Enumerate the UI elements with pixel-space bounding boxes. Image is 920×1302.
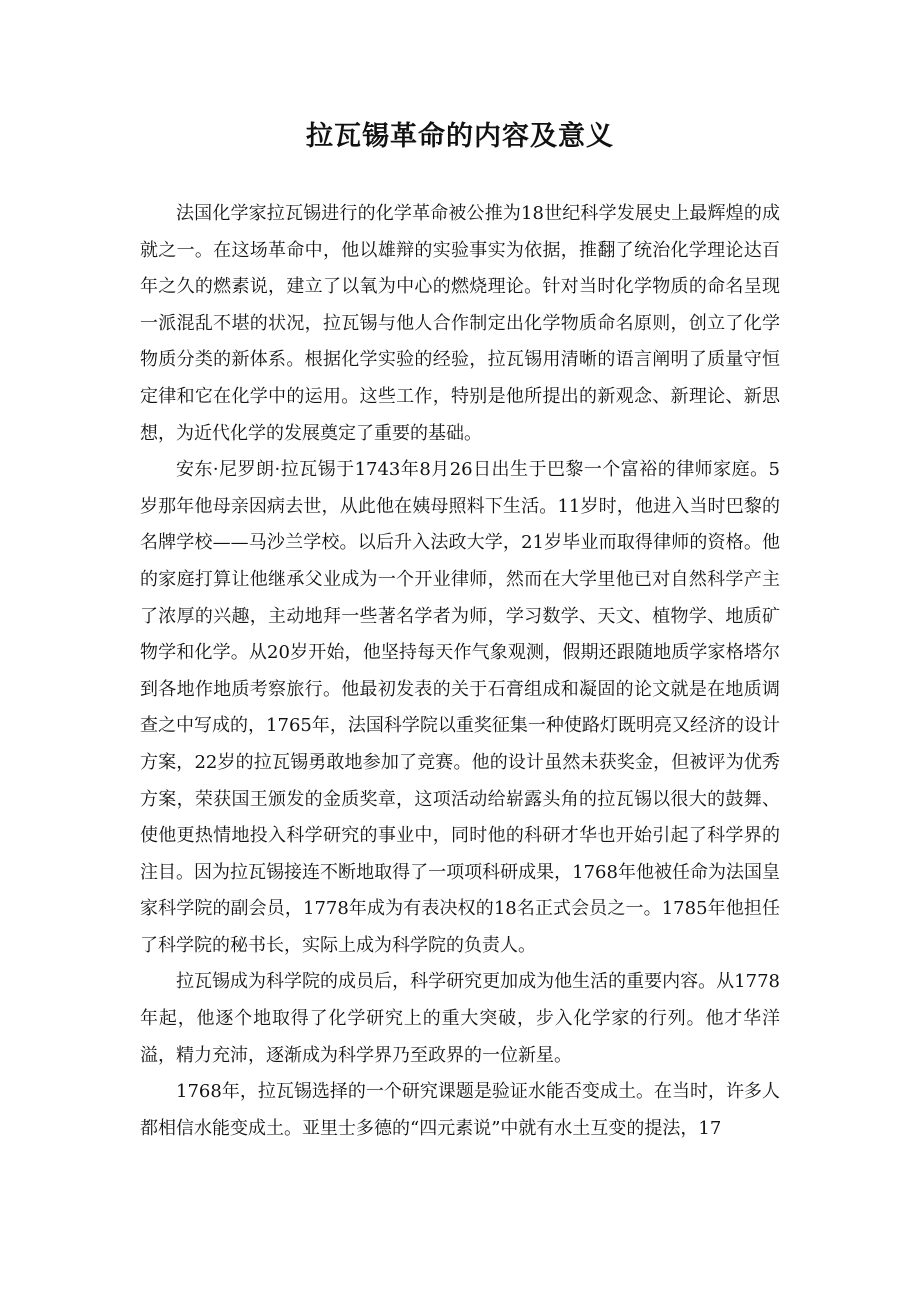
paragraph-1: 法国化学家拉瓦锡进行的化学革命被公推为18世纪科学发展史上最辉煌的成就之一。在这场革命中，他以雄辩的实验事实为依据，推翻了统治化学理论达百年之久的燃素说，建立了以氧为中心的燃烧理论。针对当时化学物质的命名呈现一派混乱不堪的状况，拉瓦锡与他人合作制定出化学物质命名原则，创立了化学物质分类的新体系。根据化学实验的经验，拉瓦锡用清晰的语言阐明了质量守恒定律和它在化学中的运用。这些工作，特别是他所提出的新观念、新理论、新思想，为近代化学的发展奠定了重要的基础。 <box>140 203 780 444</box>
paragraph-2: 安东·尼罗朗·拉瓦锡于1743年8月26日出生于巴黎一个富裕的律师家庭。5岁那年他母亲因病去世，从此他在姨母照料下生活。11岁时，他进入当时巴黎的名牌学校——马沙兰学校。以后升入法政大学，21岁毕业而取得律师的资格。他的家庭打算让他继承父业成为一个开业律师，然而在大学里他已对自然科学产主了浓厚的兴趣，主动地拜一些著名学者为师，学习数学、天文、植物学、地质矿物学和化学。从20岁开始，他坚持每天作气象观测，假期还跟随地质学家格塔尔到各地作地质考察旅行。他最初发表的关于石膏组成和凝固的论文就是在地质调查之中写成的，1765年，法国科学院以重奖征集一种使路灯既明亮又经济的设计方案，22岁的拉瓦锡勇敢地参加了竞赛。他的设计虽然未获奖金，但被评为优秀方案，荣获国王颁发的金质奖章，这项活动给崭露头角的拉瓦锡以很大的鼓舞、使他更热情地投入科学研究的事业中，同时他的科研才华也开始引起了科学界的注目。因为拉瓦锡接连不断地取得了一项项科研成果，1768年他被任命为法国皇家科学院的副会员，1778年成为有表决权的18名正式会员之一。1785年他担任了科学院的秘书长，实际上成为科学院的负责人。 <box>140 459 780 956</box>
document-body <box>140 196 780 1147</box>
paragraph-4: 1768年，拉瓦锡选择的一个研究课题是验证水能否变成土。在当时，许多人都相信水能变成土。亚里士多德的“四元素说”中就有水土互变的提法，17 <box>140 1081 780 1139</box>
paragraph-3: 拉瓦锡成为科学院的成员后，科学研究更加成为他生活的重要内容。从1778年起，他逐个地取得了化学研究上的重大突破，步入化学家的行列。他才华洋溢，精力充沛，逐渐成为科学界乃至政界的一位新星。 <box>140 971 780 1066</box>
document-title: 拉瓦锡革命的内容及意义 <box>306 121 614 152</box>
